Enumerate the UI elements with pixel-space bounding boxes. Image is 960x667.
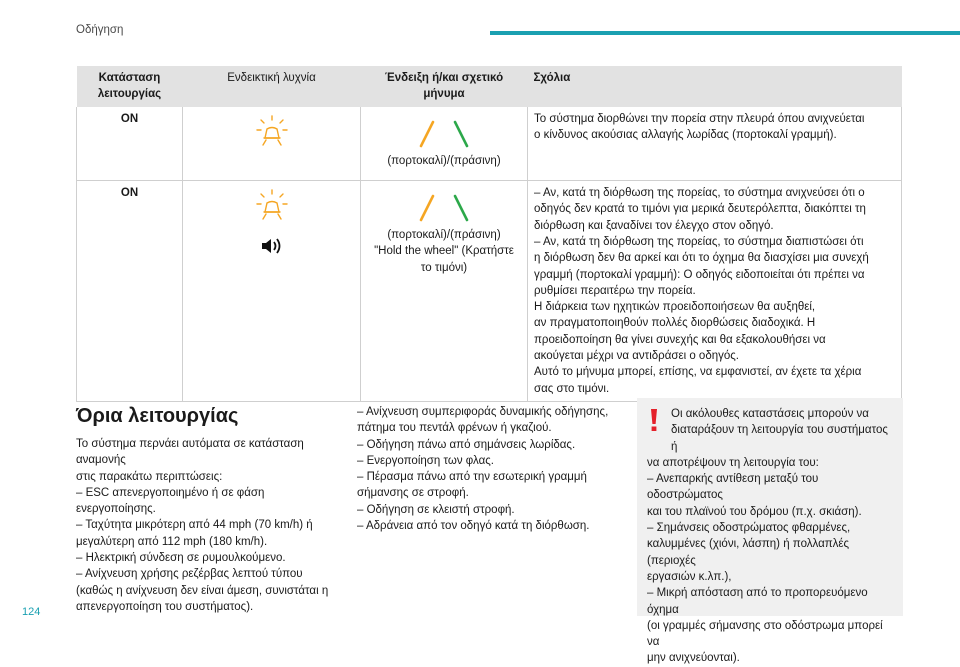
row-comment-line: Το σύστημα διορθώνει την πορεία στην πλευρά όπου ανιχνεύεται bbox=[534, 112, 865, 125]
row-message-line: το τιμόνι) bbox=[420, 261, 468, 274]
row-comment-line: ακούγεται μέχρι να αντιδράσει ο οδηγός. bbox=[534, 350, 740, 363]
limits-line: – Ανίχνευση συμπεριφοράς δυναμικής οδήγησης, bbox=[357, 406, 609, 418]
warning-line: εργασιών κ.λπ.), bbox=[647, 570, 732, 583]
row-comment-line: σας στο τιμόνι. bbox=[534, 382, 610, 395]
limits-line: – Ηλεκτρική σύνδεση σε ρυμουλκούμενο. bbox=[76, 552, 286, 565]
row-comment-line: – Αν, κατά τη διόρθωση της πορείας, το σύστημα ανιχνεύσει ότι ο bbox=[534, 187, 865, 200]
row-comment-line: η διόρθωση δεν θα αρκεί και ότι το όχημα θα διασχίσει μια συνεχή bbox=[534, 252, 869, 265]
header-state: Κατάσταση λειτουργίας bbox=[77, 66, 183, 107]
header-accent-bar bbox=[490, 31, 960, 35]
row-state: ON bbox=[77, 181, 183, 402]
limits-line: – Οδήγηση πάνω από σημάνσεις λωρίδας. bbox=[357, 438, 576, 451]
row-comment-line: οδηγός δεν κρατά το τιμόνι για μερικά δευτερόλεπτα, διακόπτει τη bbox=[534, 203, 866, 216]
limits-line: (καθώς η ανίχνευση δεν είναι άμεση, συνιστάται η bbox=[76, 584, 329, 597]
table-row bbox=[77, 107, 902, 181]
limits-line: – Ανίχνευση χρήσης ρεζέρβας λεπτού τύπου bbox=[76, 568, 303, 581]
warning-line: και του πλαϊνού του δρόμου (π.χ. σκιάση). bbox=[647, 505, 862, 518]
header-lamp: Ενδεικτική λυχνία bbox=[183, 66, 361, 107]
warning-line: Οι ακόλουθες καταστάσεις μπορούν να bbox=[671, 408, 869, 420]
warning-line: (οι γραμμές σήμανσης στο οδόστρωμα μπορεί να bbox=[647, 619, 883, 649]
row-state: ON bbox=[77, 107, 183, 181]
header-comments: Σχόλια bbox=[528, 66, 902, 107]
lane-lines-icon bbox=[409, 119, 479, 149]
limits-line: – Αδράνεια από τον οδηγό κατά τη διόρθωση. bbox=[357, 520, 590, 533]
limits-column-2 bbox=[357, 404, 619, 534]
warning-line: καλυμμένες (χιόνι, λάσπη) ή πολλαπλές (περιοχές bbox=[647, 538, 850, 567]
warning-line: να αποτρέψουν τη λειτουργία του: bbox=[647, 456, 819, 469]
limits-line: – Πέρασμα πάνω από την εσωτερική γραμμή bbox=[357, 471, 587, 484]
warning-line: – Ανεπαρκής αντίθεση μεταξύ του οδοστρώματος bbox=[647, 473, 819, 502]
limits-line: – Ταχύτητα μικρότερη από 44 mph (70 km/h) ή bbox=[76, 519, 313, 532]
lane-keeping-warning-icon bbox=[255, 188, 289, 222]
section-title: Οδήγηση bbox=[76, 24, 124, 36]
warning-box bbox=[637, 398, 903, 665]
row-message-line: "Hold the wheel" (Κρατήστε bbox=[374, 245, 514, 258]
limits-line: μεγαλύτερη από 112 mph (180 km/h). bbox=[76, 535, 268, 548]
warning-line: μην ανιχνεύονται). bbox=[647, 652, 740, 665]
speaker-icon bbox=[260, 236, 284, 256]
exclamation-icon bbox=[647, 408, 661, 432]
row-comment-line: ο κίνδυνος ακούσιας αλλαγής λωρίδας (πορτοκαλί γραμμή). bbox=[534, 128, 837, 141]
row-comment-line: ρυθμίσει περαιτέρω την πορεία. bbox=[534, 284, 696, 297]
warning-line: – Σημάνσεις οδοστρώματος φθαρμένες, bbox=[647, 522, 851, 535]
row-comment-line: γραμμή (πορτοκαλί γραμμή): Ο οδηγός ειδοποιείται ότι πρέπει να bbox=[534, 268, 865, 281]
row-message-line: (πορτοκαλί)/(πράσινη) bbox=[387, 154, 501, 167]
warning-line: – Μικρή απόσταση από το προπορευόμενο όχημα bbox=[647, 587, 868, 616]
row-comment-line: αν πραγματοποιηθούν πολλές διορθώσεις διαδοχικά. Η bbox=[534, 317, 816, 330]
lane-keeping-warning-icon bbox=[255, 114, 289, 148]
row-comment-line: Αυτό το μήνυμα μπορεί, επίσης, να εμφανιστεί, αν έχετε τα χέρια bbox=[534, 366, 862, 379]
row-comment-line: – Αν, κατά τη διόρθωση της πορείας, το σύστημα διαπιστώσει ότι bbox=[534, 235, 864, 248]
limits-line: πάτημα του πεντάλ φρένων ή γκαζιού. bbox=[357, 422, 552, 435]
page-number: 124 bbox=[22, 606, 41, 618]
table-row bbox=[77, 181, 902, 402]
operating-states-table bbox=[76, 66, 902, 402]
header-message: Ένδειξη ή/και σχετικό μήνυμα bbox=[361, 66, 528, 107]
limits-line: στις παρακάτω περιπτώσεις: bbox=[76, 470, 223, 483]
limits-line: – Οδήγηση σε κλειστή στροφή. bbox=[357, 503, 515, 516]
row-comment-line: διόρθωση και ξαναδίνει τον έλεγχο στον οδηγό. bbox=[534, 219, 774, 232]
limits-line: Το σύστημα περνάει αυτόματα σε κατάσταση αναμονής bbox=[76, 438, 304, 467]
limits-line: – Ενεργοποίηση των φλας. bbox=[357, 454, 494, 467]
row-message-line: (πορτοκαλί)/(πράσινη) bbox=[387, 229, 501, 242]
limits-column-1 bbox=[76, 404, 334, 615]
warning-line: διαταράξουν τη λειτουργία του συστήματος ή bbox=[671, 424, 888, 453]
lane-lines-icon bbox=[409, 193, 479, 223]
limits-title: Όρια λειτουργίας bbox=[76, 405, 239, 427]
row-comment-line: Η διάρκεια των ηχητικών προειδοποιήσεων θα αυξηθεί, bbox=[534, 301, 816, 314]
row-comment-line: προειδοποίηση θα γίνει συνεχής και θα εξακολουθήσει να bbox=[534, 333, 826, 346]
table-header-row bbox=[77, 66, 902, 107]
limits-line: απενεργοποίηση του συστήματος). bbox=[76, 600, 254, 613]
limits-line: σήμανσης σε στροφή. bbox=[357, 487, 469, 500]
limits-line: – ESC απενεργοποιημένο ή σε φάση ενεργοποίησης. bbox=[76, 486, 265, 516]
